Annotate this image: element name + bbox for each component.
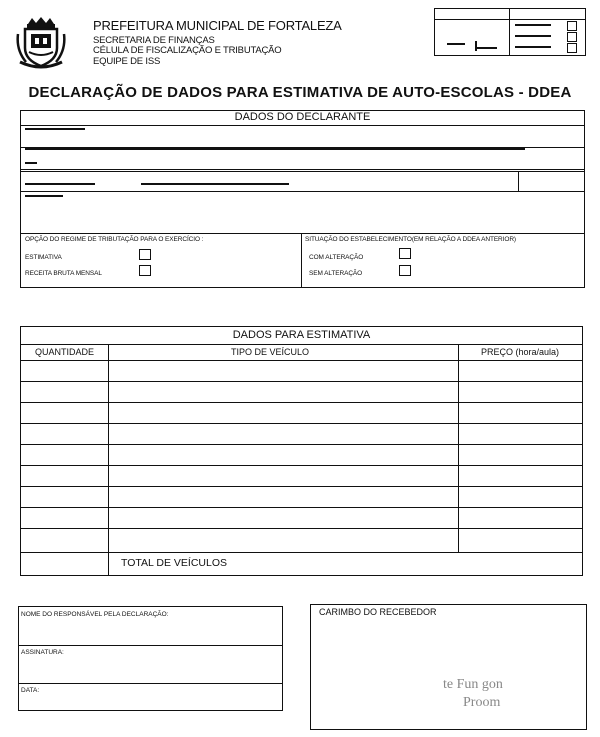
total-vehicles-label: TOTAL DE VEÍCULOS [121,557,227,569]
control-box-mark [515,24,551,26]
situation-com-alteracao-checkbox[interactable] [399,248,411,259]
declarant-row-rule [21,171,584,172]
control-box-mark [515,35,551,37]
declarant-column-divider [301,233,302,287]
table-row [21,381,582,382]
declarant-address-field[interactable] [25,148,525,150]
control-box-mark [475,41,477,51]
column-header-quantidade: QUANTIDADE [35,347,95,357]
office-control-box [434,8,586,56]
situation-sem-alteracao-label: SEM ALTERAÇÃO [309,270,363,277]
form-title: DECLARAÇÃO DE DADOS PARA ESTIMATIVA DE AUTO-ESCOLAS - DDEA [28,84,572,101]
control-box-mark [515,46,551,48]
table-row [21,423,582,424]
declarant-name-field[interactable] [25,128,85,130]
declarant-district-field[interactable] [25,183,95,185]
control-checkbox[interactable] [567,43,577,53]
estimate-title-rule [21,344,582,345]
column-header-preco: PREÇO (hora/aula) [481,347,560,357]
responsible-row-rule [19,645,282,646]
table-row [21,444,582,445]
estimate-section-title: DADOS PARA ESTIMATIVA [232,329,371,341]
regime-estimativa-label: ESTIMATIVA [25,254,62,261]
column-divider [458,344,459,552]
declarant-address-extra-field[interactable] [25,162,37,164]
situation-com-alteracao-label: COM ALTERAÇÃO [309,254,364,261]
table-row [21,465,582,466]
control-checkbox[interactable] [567,21,577,31]
control-box-separator [509,9,510,55]
responsible-row-rule [19,683,282,684]
situation-sem-alteracao-checkbox[interactable] [399,265,411,276]
signature-label: ASSINATURA: [21,649,64,656]
receiver-stamp-section [310,604,587,730]
regime-receita-label: RECEITA BRUTA MENSAL [25,270,102,277]
org-team: EQUIPE DE ISS [93,56,161,67]
declarant-row-rule [21,169,584,170]
declarant-row-rule [21,233,584,234]
faded-stamp-mark: Proom [463,695,501,710]
declarant-row-rule [21,191,584,192]
control-box-mark [447,43,465,45]
org-name: PREFEITURA MUNICIPAL DE FORTALEZA [93,18,342,33]
responsible-section [18,606,283,711]
org-department: SECRETARIA DE FINANÇAS [93,35,215,46]
org-cell: CÉLULA DE FISCALIZAÇÃO E TRIBUTAÇÃO [93,45,282,56]
date-label: DATA: [21,687,40,694]
table-row [21,528,582,529]
table-row [21,360,582,361]
municipal-seal-emblem [16,14,66,70]
declarant-section [20,110,585,288]
table-row [21,552,582,553]
situation-label: SITUAÇÃO DO ESTABELECIMENTO(EM RELAÇÃO A DDEA ANTERIOR) [305,236,516,243]
control-box-mark [475,47,497,49]
declarant-registration-field[interactable] [25,195,63,197]
table-row [21,402,582,403]
declarant-city-field[interactable] [141,183,289,185]
faded-stamp-mark: te Fun gon [443,677,503,692]
declarant-section-title: DADOS DO DECLARANTE [234,111,371,123]
responsible-name-label: NOME DO RESPONSÁVEL PELA DECLARAÇÃO: [21,611,169,618]
receiver-stamp-label: CARIMBO DO RECEBEDOR [319,607,437,617]
declarant-cell-divider [518,171,519,191]
column-divider [108,344,109,575]
declarant-title-rule [21,125,584,126]
control-box-divider [435,19,585,20]
column-header-tipo-veiculo: TIPO DE VEÍCULO [231,347,310,357]
estimate-section [20,326,583,576]
table-row [21,486,582,487]
regime-estimativa-checkbox[interactable] [139,249,151,260]
control-checkbox[interactable] [567,32,577,42]
table-row [21,507,582,508]
regime-option-label: OPÇÃO DO REGIME DE TRIBUTAÇÃO PARA O EXERCÍCIO : [25,236,204,243]
regime-receita-checkbox[interactable] [139,265,151,276]
